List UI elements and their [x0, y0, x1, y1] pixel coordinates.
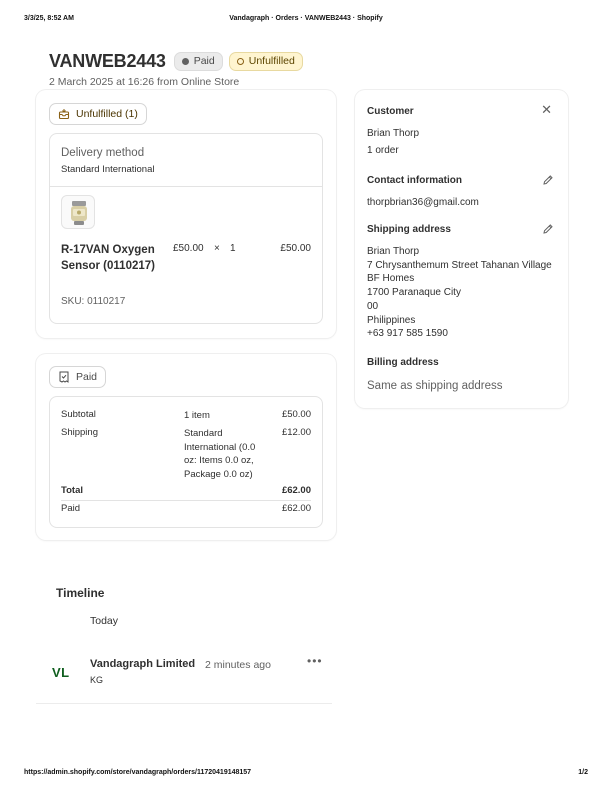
shipping-desc: Standard International (0.0 oz: Items 0.0 oz, Package 0.0 oz): [184, 428, 256, 480]
timeline-title: Timeline: [56, 586, 105, 600]
order-subtitle: 2 March 2025 at 16:26 from Online Store: [49, 76, 240, 88]
order-title: VANWEB2443: [49, 51, 166, 71]
shipping-label: Shipping: [61, 427, 98, 438]
print-page-number: 1/2: [578, 769, 588, 776]
shipping-address-line: 1700 Paranaque City: [367, 287, 461, 299]
order-header: [49, 51, 303, 72]
subtotal-amount: £50.00: [281, 409, 311, 420]
shipping-address-label: Shipping address: [367, 224, 451, 235]
print-page-title: Vandagraph · Orders · VANWEB2443 · Shopify: [229, 15, 383, 22]
delivery-method-value: Standard International: [61, 164, 155, 175]
timeline-author: Vandagraph Limited: [90, 658, 196, 670]
product-unit-price: £50.00: [173, 243, 204, 254]
oxygen-sensor-image: [62, 196, 95, 229]
product-line-total: £50.00: [280, 243, 311, 254]
contact-info-label: Contact information: [367, 175, 462, 186]
unfulfilled-status-pill: [49, 103, 147, 125]
shipping-address-line: BF Homes: [367, 273, 415, 285]
fulfillment-status-text: Unfulfilled: [248, 55, 295, 67]
divider: [50, 186, 322, 187]
product-sku: SKU: 0110217: [61, 296, 126, 307]
timeline-timestamp: 2 minutes ago: [205, 659, 271, 671]
payment-status-text: Paid: [193, 55, 215, 67]
delivery-method-label: Delivery method: [61, 147, 145, 159]
product-name[interactable]: R-17VAN Oxygen Sensor (0110217): [61, 244, 155, 272]
timeline-date-group: Today: [90, 615, 119, 627]
receipt-icon: [58, 371, 70, 383]
unfulfilled-status-label: Unfulfilled (1): [76, 108, 138, 120]
shipping-address-line: 7 Chrysanthemum Street Tahanan Village: [367, 259, 552, 271]
pencil-icon[interactable]: [542, 223, 554, 235]
timeline-section: [36, 574, 332, 704]
customer-label: Customer: [367, 106, 414, 117]
more-horizontal-icon[interactable]: •••: [307, 654, 323, 668]
shipping-address-line: Brian Thorp: [367, 246, 420, 257]
shipping-amount: £12.00: [281, 427, 311, 438]
paid-status-pill: [49, 366, 106, 388]
paid-amount: £62.00: [281, 503, 311, 514]
total-amount: £62.00: [281, 485, 311, 496]
timeline-note: KG: [90, 675, 104, 685]
fulfillment-status-badge: [229, 52, 303, 71]
print-url: https://admin.shopify.com/store/vandagraph/orders/11720419148157: [24, 769, 252, 776]
customer-card: [355, 90, 568, 408]
product-thumbnail[interactable]: [61, 195, 95, 229]
unfulfilled-ring-icon: [237, 58, 244, 65]
package-icon: [58, 108, 70, 120]
payment-status-badge: [174, 52, 223, 71]
subtotal-label: Subtotal: [61, 409, 96, 420]
shipping-address-line: Philippines: [367, 314, 416, 326]
avatar: VL: [52, 665, 70, 680]
fulfillment-box: [49, 133, 323, 324]
product-quantity: 1: [230, 243, 236, 254]
total-label: Total: [61, 485, 83, 496]
customer-name[interactable]: Brian Thorp: [367, 128, 420, 139]
subtotal-desc: 1 item: [184, 410, 210, 421]
pencil-icon[interactable]: [542, 174, 554, 186]
paid-label: Paid: [61, 503, 81, 514]
customer-email[interactable]: thorpbrian36@gmail.com: [367, 197, 479, 208]
billing-address-value: Same as shipping address: [367, 380, 503, 392]
shipping-address-line: 00: [367, 300, 379, 312]
summary-divider: [61, 500, 311, 501]
paid-status-label: Paid: [76, 371, 98, 383]
billing-address-label: Billing address: [367, 357, 439, 368]
customer-phone[interactable]: +63 917 585 1590: [367, 328, 448, 340]
payment-card: [36, 354, 336, 540]
print-datetime: 3/3/25, 8:52 AM: [24, 15, 74, 22]
customer-order-count[interactable]: 1 order: [367, 145, 399, 156]
multiply-sign: ×: [214, 243, 220, 254]
fulfillment-card: [36, 90, 336, 338]
paid-dot-icon: [182, 58, 189, 65]
close-icon[interactable]: ✕: [541, 102, 552, 117]
payment-summary-box: [49, 396, 323, 528]
timeline-divider: [36, 703, 332, 704]
